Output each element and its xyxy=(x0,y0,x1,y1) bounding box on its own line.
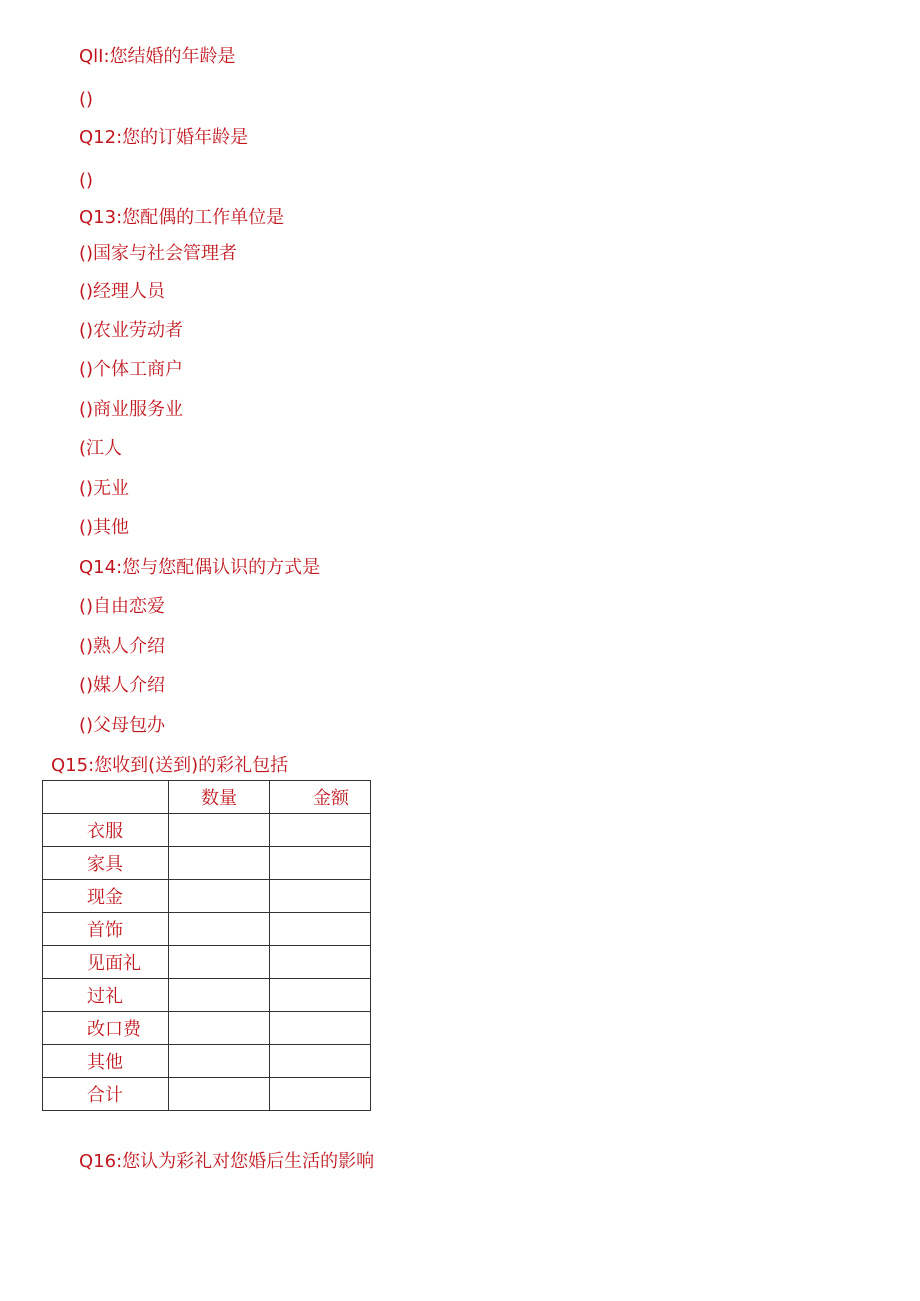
table-header-amount: 金额 xyxy=(270,781,371,814)
q13-option: ()个体工商户 xyxy=(79,359,184,380)
quantity-cell[interactable] xyxy=(169,814,270,847)
question-q12-blank: () xyxy=(79,170,94,191)
question-q14-title: Q14:您与您配偶认识的方式是 xyxy=(79,557,321,578)
table-row xyxy=(43,1045,371,1078)
amount-cell[interactable] xyxy=(270,847,371,880)
q13-option: ()国家与社会管理者 xyxy=(79,243,238,264)
q14-option: ()自由恋爱 xyxy=(79,596,166,617)
quantity-cell[interactable] xyxy=(169,979,270,1012)
table-row xyxy=(43,946,371,979)
table-row-label: 改口费 xyxy=(43,1012,169,1045)
amount-cell[interactable] xyxy=(270,1045,371,1078)
amount-cell[interactable] xyxy=(270,913,371,946)
question-q16-title: Q16:您认为彩礼对您婚后生活的影响 xyxy=(79,1151,375,1172)
amount-cell[interactable] xyxy=(270,946,371,979)
q13-option: ()无业 xyxy=(79,478,130,499)
amount-cell[interactable] xyxy=(270,880,371,913)
q13-option: (江人 xyxy=(79,438,123,459)
q13-option: ()商业服务业 xyxy=(79,399,184,420)
table-row-label: 合计 xyxy=(43,1078,169,1111)
q13-option: ()其他 xyxy=(79,517,130,538)
table-row xyxy=(43,979,371,1012)
table-row-label: 过礼 xyxy=(43,979,169,1012)
q14-option: ()媒人介绍 xyxy=(79,675,166,696)
table-row xyxy=(43,814,371,847)
amount-cell[interactable] xyxy=(270,979,371,1012)
quantity-cell[interactable] xyxy=(169,1045,270,1078)
question-q13-title: Q13:您配偶的工作单位是 xyxy=(79,207,285,228)
quantity-cell[interactable] xyxy=(169,847,270,880)
amount-cell[interactable] xyxy=(270,1012,371,1045)
table-row xyxy=(43,1078,371,1111)
question-q15-title: Q15:您收到(送到)的彩礼包括 xyxy=(51,755,289,776)
table-row xyxy=(43,847,371,880)
table-row xyxy=(43,913,371,946)
table-row-label: 现金 xyxy=(43,880,169,913)
q14-option: ()熟人介绍 xyxy=(79,636,166,657)
amount-cell[interactable] xyxy=(270,1078,371,1111)
table-row-label: 其他 xyxy=(43,1045,169,1078)
question-q11-blank: () xyxy=(79,89,94,110)
q13-option: ()经理人员 xyxy=(79,281,166,302)
table-row xyxy=(43,1012,371,1045)
quantity-cell[interactable] xyxy=(169,913,270,946)
table-header-quantity: 数量 xyxy=(169,781,270,814)
table-row-label: 首饰 xyxy=(43,913,169,946)
quantity-cell[interactable] xyxy=(169,1078,270,1111)
table-row-label: 衣服 xyxy=(43,814,169,847)
q13-option: ()农业劳动者 xyxy=(79,320,184,341)
question-q11-title: QlI:您结婚的年龄是 xyxy=(79,46,236,67)
table-row-label: 见面礼 xyxy=(43,946,169,979)
q14-option: ()父母包办 xyxy=(79,715,166,736)
quantity-cell[interactable] xyxy=(169,1012,270,1045)
betrothal-gift-table xyxy=(42,780,371,1111)
table-header-blank xyxy=(43,781,169,814)
quantity-cell[interactable] xyxy=(169,880,270,913)
quantity-cell[interactable] xyxy=(169,946,270,979)
table-header-row xyxy=(43,781,371,814)
amount-cell[interactable] xyxy=(270,814,371,847)
question-q12-title: Q12:您的订婚年龄是 xyxy=(79,127,249,148)
table-row xyxy=(43,880,371,913)
table-row-label: 家具 xyxy=(43,847,169,880)
